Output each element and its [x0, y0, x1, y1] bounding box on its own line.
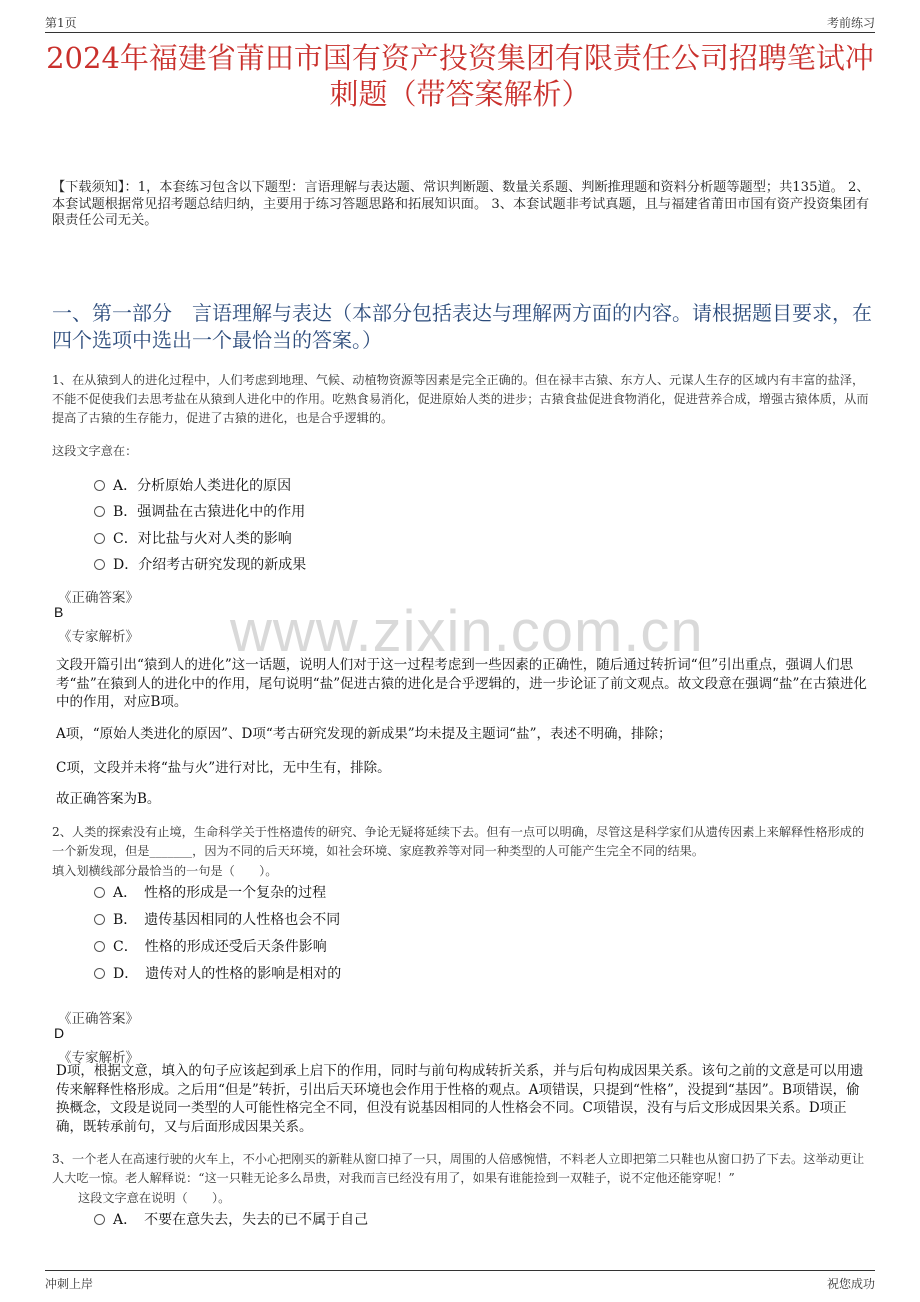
footer-left: 冲刺上岸 — [45, 1277, 94, 1291]
q2-option-d[interactable] — [94, 965, 341, 983]
page-header — [45, 10, 875, 33]
question-1-text: 1、在从猿到人的进化过程中，人们考虑到地理、气候、动植物资源等因素是完全正确的。但在禄丰古猿、东方人、元谋人生存的区域内有丰富的盐泽，不能不促使我们去思考盐在从猿到人进化中的作用。吃熟食易消化，促进原始人类的进步；古猿食盐促进食物消化，促进营养合成，增强古猿体质，从而提高了古猿的生存能力，促进了古猿的进化，也是合乎逻辑的。 — [52, 373, 869, 425]
question-2-text: 2、人类的探索没有止境，生命科学关于性格遗传的研究、争论无疑将延续下去。但有一点可以明确，尽管这是科学家们从遗传因素上来解释性格形成的一个新发现，但是_______，因为不同的后天环境，如社会环境、家庭教养等对同一种类型的人可能产生完全不同的结果。 — [52, 825, 865, 858]
option-label: C． 性格的形成还受后天条件影响 — [113, 939, 327, 955]
radio-icon[interactable] — [94, 506, 105, 517]
watermark: www.zixin.com.cn — [230, 599, 704, 664]
header-tag: 考前练习 — [826, 16, 875, 30]
document-title: 2024年福建省莆田市国有资产投资集团有限责任公司招聘笔试冲刺题（带答案解析） — [46, 41, 874, 111]
q1-option-a[interactable] — [94, 477, 291, 495]
option-label: B．强调盐在古猿进化中的作用 — [113, 504, 306, 520]
correct-answer-label: 《正确答案》 — [58, 1011, 139, 1027]
option-label: D．介绍考古研究发现的新成果 — [113, 557, 307, 573]
q1-analysis-2: A项，“原始人类进化的原因”、D项“考古研究发现的新成果”均未提及主题词“盐”，表述不明确，排除； — [56, 726, 672, 742]
radio-icon[interactable] — [94, 533, 105, 544]
option-label: D． 遗传对人的性格的影响是相对的 — [113, 966, 342, 982]
question-1-prompt: 这段文字意在： — [52, 444, 138, 458]
q1-analysis-4: 故正确答案为B。 — [56, 791, 161, 807]
radio-icon[interactable] — [94, 941, 105, 952]
q2-option-a[interactable] — [94, 884, 326, 902]
q3-option-a[interactable] — [94, 1211, 368, 1229]
q2-option-c[interactable] — [94, 938, 327, 956]
option-label: B． 遗传基因相同的人性格也会不同 — [113, 912, 341, 928]
section-heading: 一、第一部分 言语理解与表达（本部分包括表达与理解两方面的内容。请根据题目要求，在四个选项中选出一个最恰当的答案。） — [52, 301, 872, 352]
option-label: C．对比盐与火对人类的影响 — [113, 531, 292, 547]
expert-analysis-label: 《专家解析》 — [58, 629, 139, 645]
option-label: A． 性格的形成是一个复杂的过程 — [113, 885, 327, 901]
question-2-prompt: 填入划横线部分最恰当的一句是（ ）。 — [52, 864, 278, 878]
page-number: 第1页 — [45, 16, 77, 30]
q1-analysis-1: 文段开篇引出“猿到人的进化”这一话题，说明人们对于这一过程考虑到一些因素的正确性，随后通过转折词“但”引出重点，强调人们思考“盐”在猿到人的进化中的作用，尾句说明“盐”促进古猿的进化是合乎逻辑的，进一步论证了前文观点。故文段意在强调“盐”在古猿进化中的作用，对应B项。 — [56, 657, 867, 710]
q1-answer: B — [54, 604, 64, 620]
question-3-text: 3、一个老人在高速行驶的火车上，不小心把刚买的新鞋从窗口掉了一只，周围的人倍感惋惜，不料老人立即把第二只鞋也从窗口扔了下去。这举动更让人大吃一惊。老人解释说：“这一只鞋无论多么昂贵，对我而言已经没有用了，如果有谁能捡到一双鞋子，说不定他还能穿呢！” — [52, 1152, 865, 1185]
radio-icon[interactable] — [94, 968, 105, 979]
download-notice: 【下载须知】：1，本套练习包含以下题型：言语理解与表达题、常识判断题、数量关系题、判断推理题和资料分析题等题型；共135道。 2、本套试题根据常见招考题总结归纳，主要用于练习答题思路和拓展知识面。 3、本套试题非考试真题，且与福建省莆田市国有资产投资集团有限责任公司无关。 — [52, 180, 870, 228]
radio-icon[interactable] — [94, 559, 105, 570]
q1-option-d[interactable] — [94, 556, 306, 574]
q1-option-b[interactable] — [94, 503, 305, 521]
radio-icon[interactable] — [94, 480, 105, 491]
question-3-prompt: 这段文字意在说明（ ）。 — [78, 1191, 231, 1205]
page-footer — [45, 1270, 875, 1295]
q2-option-b[interactable] — [94, 911, 340, 929]
q1-option-c[interactable] — [94, 530, 292, 548]
radio-icon[interactable] — [94, 914, 105, 925]
correct-answer-label: 《正确答案》 — [58, 590, 139, 606]
radio-icon[interactable] — [94, 887, 105, 898]
radio-icon[interactable] — [94, 1214, 105, 1225]
option-label: A． 不要在意失去，失去的已不属于自己 — [113, 1212, 369, 1228]
expert-analysis-label: 《专家解析》 — [58, 1050, 139, 1066]
option-label: A．分析原始人类进化的原因 — [113, 478, 292, 494]
q2-answer: D — [54, 1025, 65, 1041]
footer-right: 祝您成功 — [826, 1277, 875, 1291]
q2-analysis: D项，根据文意，填入的句子应该起到承上启下的作用，同时与前句构成转折关系，并与后句构成因果关系。该句之前的文意是可以用遗传来解释性格形成。之后用“但是”转折，引出后天环境也会作用于性格的观点。A项错误，只提到“性格”，没提到“基因”。B项错误，偷换概念，文段是说同一类型的人可能性格完全不同，但没有说基因相同的人性格会不同。C项错误，没有与后文形成因果关系。D项正确，既转承前句，又与后面形成因果关系。 — [56, 1063, 864, 1135]
q1-analysis-3: C项，文段并未将“盐与火”进行对比，无中生有，排除。 — [56, 760, 391, 776]
